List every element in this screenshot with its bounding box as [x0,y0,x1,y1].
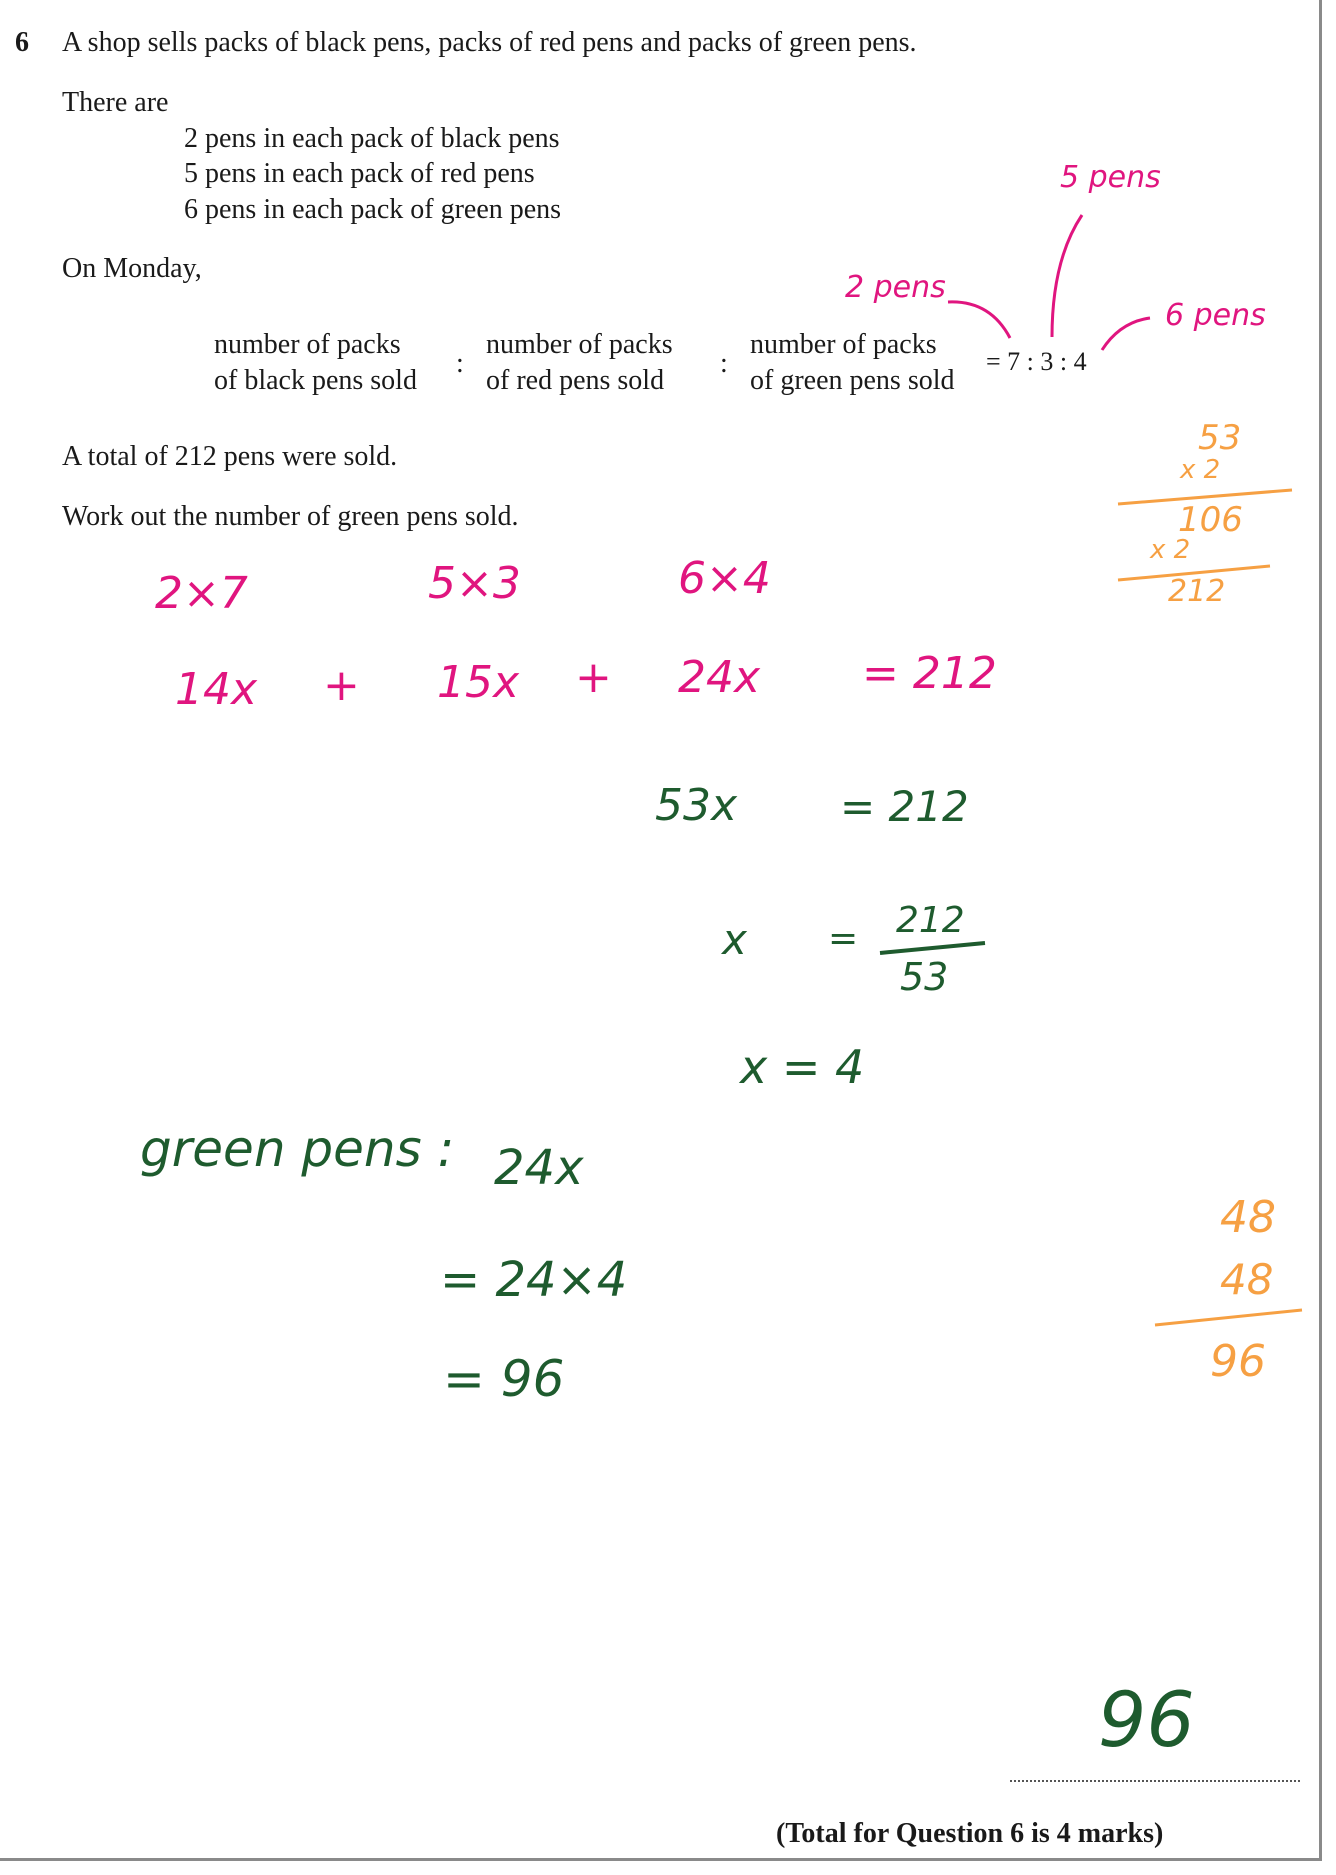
working-eq-212: = 212 [840,782,969,831]
on-monday-label: On Monday, [62,253,202,284]
final-answer: 96 [1098,1675,1195,1764]
answer-line [1010,1780,1300,1782]
total-marks: (Total for Question 6 is 4 marks) [776,1818,1164,1849]
orange-96: 96 [1210,1336,1266,1387]
ratio-red-label: number of packs of red pens sold [486,329,673,396]
fraction-numerator: 212 [896,900,965,941]
ratio-value: = 7 : 3 : 4 [986,347,1087,376]
ratio-colon-2: : [720,348,728,379]
orange-48b: 48 [1220,1255,1274,1304]
orange-53: 53 [1198,418,1242,458]
working-term-black: 14x [175,664,258,715]
orange-106: 106 [1178,500,1243,540]
arrow-6pens [1102,318,1150,350]
arrow-2pens [948,302,1010,338]
fraction-denominator: 53 [900,955,949,999]
total-sold-text: A total of 212 pens were sold. [62,441,398,472]
pack-line-red: 5 pens in each pack of red pens [184,158,535,189]
working-mult-black: 2×7 [155,568,248,619]
orange-212: 212 [1168,574,1226,609]
working-equals-96: = 96 [443,1350,565,1408]
question-intro: A shop sells packs of black pens, packs of red pens and packs of green pens. [62,27,917,58]
working-plus-1: + [323,660,360,711]
working-mult-red: 5×3 [428,558,521,609]
working-plus-2: + [575,652,612,703]
annotation-2-pens: 2 pens [845,270,946,305]
working-x-equals: = [828,918,859,959]
ratio-green-label: number of packs of green pens sold [750,329,955,396]
question-number: 6 [15,27,29,58]
task-text: Work out the number of green pens sold. [62,501,519,532]
working-24x: 24x [494,1140,584,1196]
ratio-colon-1: : [456,348,464,379]
working-equals-212: = 212 [862,648,997,699]
working-x-equals-4: x = 4 [740,1040,865,1094]
annotation-5-pens: 5 pens [1060,160,1161,195]
working-53x: 53x [655,780,738,831]
pack-line-green: 6 pens in each pack of green pens [184,194,562,225]
arrow-5pens [1052,215,1082,337]
annotation-6-pens: 6 pens [1165,298,1266,333]
working-term-red: 15x [437,657,520,708]
orange-times-2b: x 2 [1150,535,1191,565]
fraction-bar [880,943,985,953]
orange-rule-3 [1155,1310,1302,1325]
pack-line-black: 2 pens in each pack of black pens [184,123,560,154]
there-are-label: There are [62,87,169,118]
working-term-green: 24x [678,652,761,703]
orange-times-2a: x 2 [1180,455,1221,485]
working-x: x [722,915,747,964]
green-pens-label: green pens : [140,1120,455,1178]
ratio-black-label: number of packs of black pens sold [214,329,417,396]
working-mult-green: 6×4 [678,553,771,604]
orange-48a: 48 [1220,1192,1276,1243]
working-24-times-4: = 24×4 [440,1252,628,1308]
